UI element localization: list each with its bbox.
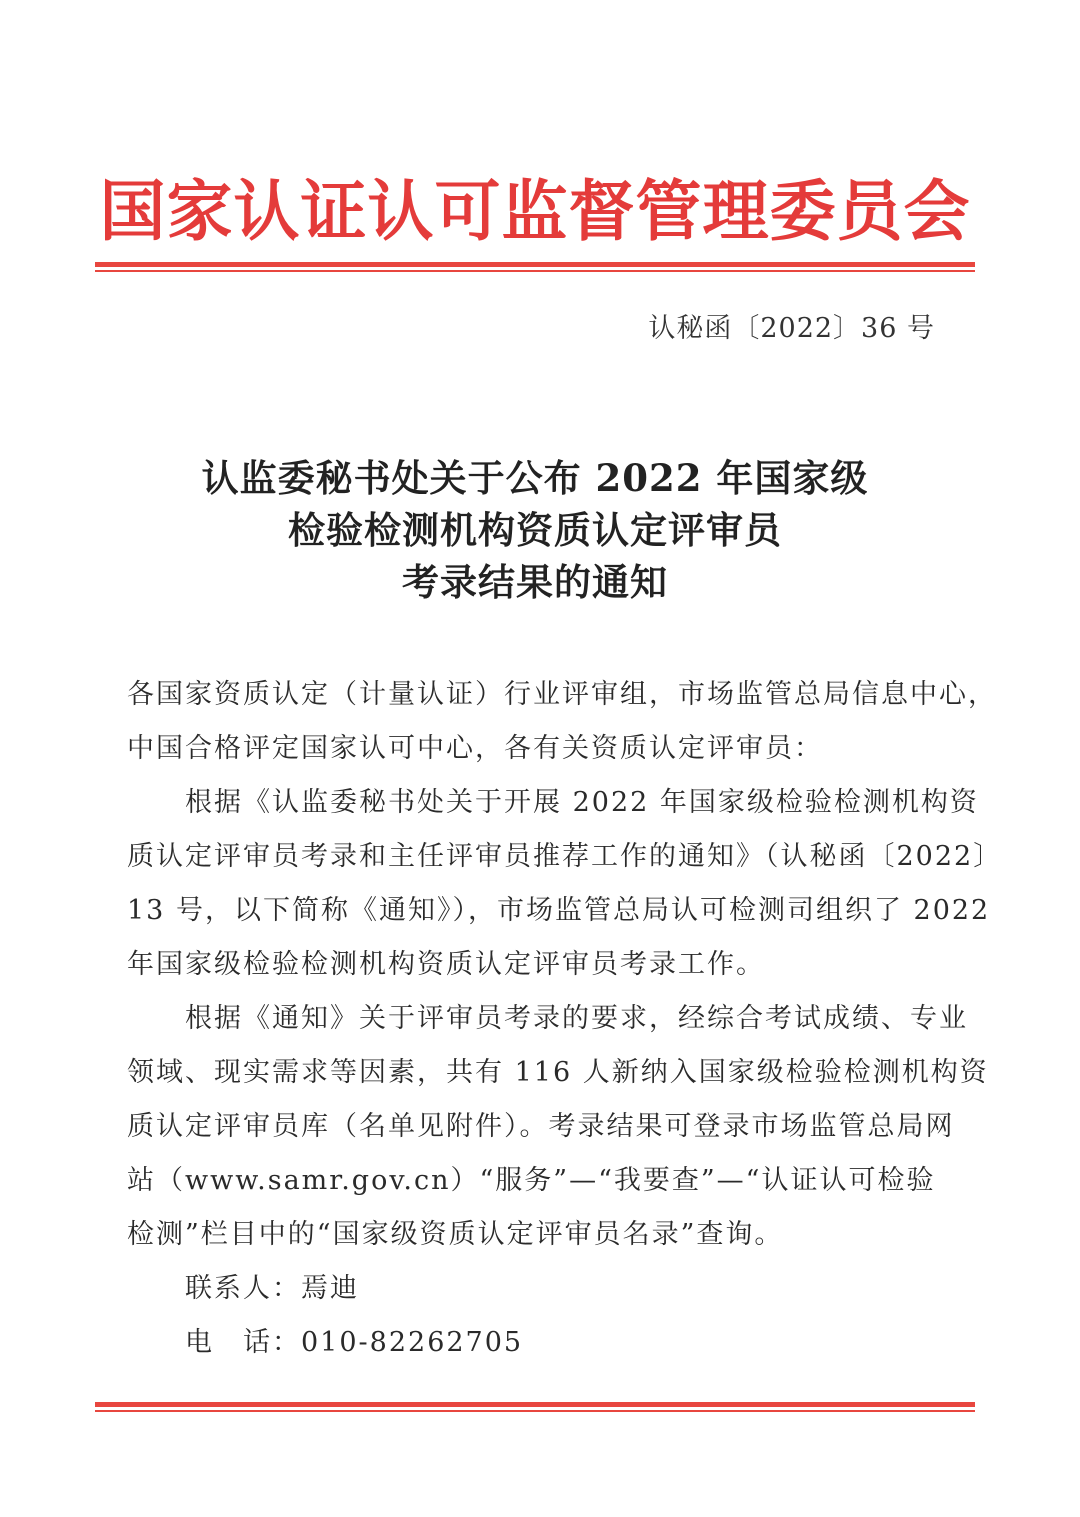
paragraph-line: 年国家级检验检测机构资质认定评审员考录工作。 — [127, 949, 765, 980]
addressee-line: 中国合格评定国家认可中心，各有关资质认定评审员： — [127, 733, 823, 764]
paragraph-line: 质认定评审员考录和主任评审员推荐工作的通知》（认秘函〔2022〕 — [127, 841, 1003, 872]
paragraph-line: 根据《认监委秘书处关于开展 2022 年国家级检验检测机构资 — [185, 787, 979, 818]
contact-person: 联系人：焉迪 — [185, 1273, 359, 1304]
title-line: 考录结果的通知 — [402, 560, 668, 604]
paragraph-line: 质认定评审员库（名单见附件）。考录结果可登录市场监管总局网 — [127, 1111, 955, 1142]
header-divider-thin — [95, 270, 975, 272]
footer-divider-thick — [95, 1402, 975, 1407]
paragraph-line: 根据《通知》关于评审员考录的要求，经综合考试成绩、专业 — [185, 1003, 968, 1034]
paragraph-line: 检测”栏目中的“国家级资质认定评审员名录”查询。 — [127, 1219, 784, 1250]
contact-phone: 电 话：010-82262705 — [185, 1327, 524, 1358]
addressee-line: 各国家资质认定（计量认证）行业评审组，市场监管总局信息中心， — [127, 679, 997, 710]
organization-header: 国家认证认可监督管理委员会 — [99, 172, 971, 250]
header-divider-thick — [95, 262, 975, 267]
document-body — [127, 668, 1003, 1370]
title-line: 检验检测机构资质认定评审员 — [288, 508, 782, 552]
footer-divider-thin — [95, 1410, 975, 1412]
paragraph-line: 领域、现实需求等因素，共有 116 人新纳入国家级检验检测机构资 — [127, 1057, 989, 1088]
document-title — [95, 452, 975, 608]
document-number: 认秘函〔2022〕36 号 — [648, 313, 935, 344]
paragraph-line: 站（www.samr.gov.cn）“服务”—“我要查”—“认证认可检验 — [127, 1165, 936, 1196]
title-line: 认监委秘书处关于公布 2022 年国家级 — [201, 456, 869, 500]
paragraph-line: 13 号，以下简称《通知》），市场监管总局认可检测司组织了 2022 — [127, 895, 991, 926]
